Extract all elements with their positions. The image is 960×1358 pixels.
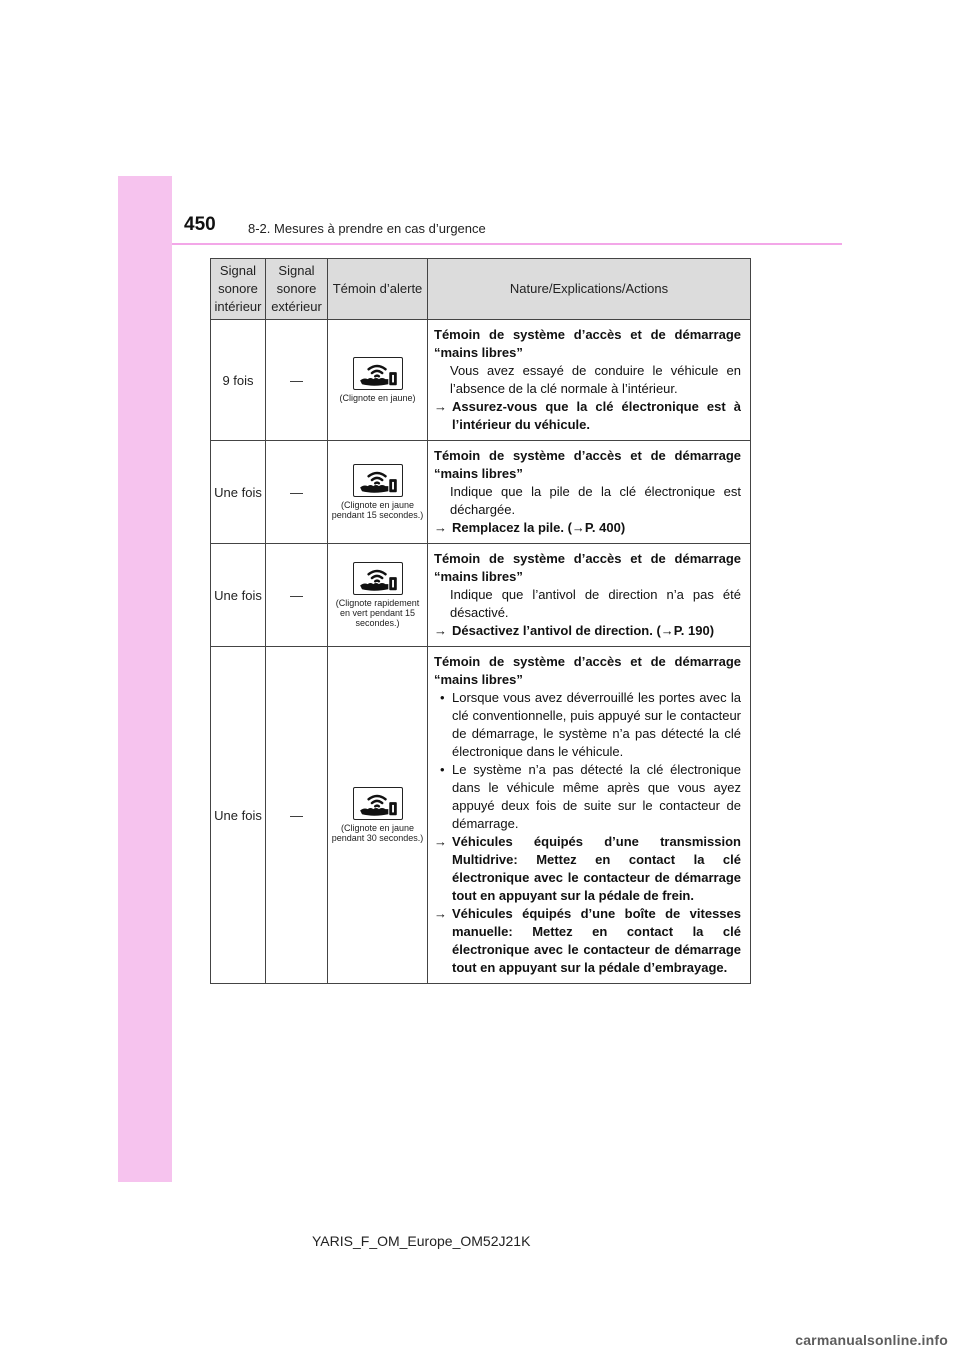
description-title: Témoin de système d’accès et de démarrage “mains libres” (434, 327, 741, 360)
exterior-buzzer-cell: — (266, 544, 328, 647)
arrow-icon: → (434, 520, 447, 535)
site-watermark: carmanualsonline.info (795, 1332, 948, 1348)
warning-lamp-cell (328, 544, 428, 647)
description-title: Témoin de système d’accès et de démarrage “mains libres” (434, 448, 741, 481)
action-text: Remplacez la pile. (→P. 400) (452, 520, 626, 535)
exterior-buzzer-cell: — (266, 647, 328, 984)
interior-buzzer-cell: Une fois (211, 544, 266, 647)
arrow-icon: → (434, 399, 447, 414)
bullet-text: Lorsque vous avez déverrouillé les portes avec la clé conventionnelle, puis appuyé sur le contacteur de démarrage, le système n’a pas détecté la clé électronique dans le véhicule. (452, 690, 741, 759)
action-text: Assurez-vous que la clé électronique est à l’intérieur du véhicule. (452, 399, 741, 432)
lamp-note: (Clignote rapidement en vert pendant 15 secondes.) (335, 598, 420, 628)
smart-key-system-warning-icon (353, 357, 403, 390)
col-header-exterior: Signal sonore extérieur (266, 259, 328, 320)
section-title: 8-2. Mesures à prendre en cas d’urgence (248, 221, 486, 236)
warning-lamp-cell (328, 441, 428, 544)
bullet-item (434, 761, 741, 833)
warning-table (210, 258, 751, 984)
warning-lamp-cell (328, 320, 428, 441)
col-header-lamp: Témoin d’alerte (328, 259, 428, 320)
interior-buzzer-cell: Une fois (211, 441, 266, 544)
table-row (211, 320, 751, 441)
arrow-icon: → (434, 906, 447, 921)
exterior-buzzer-cell: — (266, 441, 328, 544)
smart-key-system-warning-icon (353, 562, 403, 595)
warning-lamp-cell (328, 647, 428, 984)
action-item (434, 519, 741, 537)
lamp-note: (Clignote en jaune pendant 15 secondes.) (331, 500, 424, 520)
lamp-note: (Clignote en jaune) (339, 393, 416, 403)
description-title: Témoin de système d’accès et de démarrage “mains libres” (434, 551, 741, 584)
smart-key-system-warning-icon (353, 464, 403, 497)
chapter-side-band (118, 176, 172, 1182)
table-row (211, 647, 751, 984)
arrow-icon: → (434, 623, 447, 638)
action-item (434, 833, 741, 905)
action-text: Véhicules équipés d’une boîte de vitesses manuelle: Mettez en contact la clé électronique avec le contacteur de démarrage tout en appuyant sur la pédale d’embrayage. (452, 906, 741, 975)
description-cell (428, 441, 751, 544)
col-header-interior: Signal sonore intérieur (211, 259, 266, 320)
description-title: Témoin de système d’accès et de démarrage “mains libres” (434, 654, 741, 687)
header-rule (172, 243, 842, 245)
interior-buzzer-cell: Une fois (211, 647, 266, 984)
bullet-icon: • (440, 690, 445, 705)
action-item (434, 905, 741, 977)
bullet-item (434, 689, 741, 761)
lamp-note: (Clignote en jaune pendant 30 secondes.) (331, 823, 424, 843)
description-text: Vous avez essayé de conduire le véhicule en l’absence de la clé normale à l’intérieur. (450, 363, 741, 396)
description-cell (428, 320, 751, 441)
description-cell (428, 647, 751, 984)
arrow-icon: → (434, 834, 447, 849)
description-text: Indique que la pile de la clé électronique est déchargée. (450, 484, 741, 517)
bullet-icon: • (440, 762, 445, 777)
action-text: Véhicules équipés d’une transmission Multidrive: Mettez en contact la clé électronique avec le contacteur de démarrage tout en appuyant sur la pédale de frein. (452, 834, 741, 903)
table-row (211, 441, 751, 544)
table-header-row (211, 259, 751, 320)
interior-buzzer-cell: 9 fois (211, 320, 266, 441)
action-text: Désactivez l’antivol de direction. (→P. 190) (452, 623, 715, 638)
description-text: Indique que l’antivol de direction n’a pas été désactivé. (450, 587, 741, 620)
document-code: YARIS_F_OM_Europe_OM52J21K (312, 1233, 531, 1249)
page-number: 450 (184, 214, 216, 235)
description-cell (428, 544, 751, 647)
exterior-buzzer-cell: — (266, 320, 328, 441)
bullet-text: Le système n’a pas détecté la clé électronique dans le véhicule même après que vous ayez appuyé deux fois de suite sur le contacteur de démarrage. (452, 762, 741, 831)
smart-key-system-warning-icon (353, 787, 403, 820)
table-row (211, 544, 751, 647)
col-header-description: Nature/Explications/Actions (428, 259, 751, 320)
action-item (434, 398, 741, 434)
action-item (434, 622, 741, 640)
